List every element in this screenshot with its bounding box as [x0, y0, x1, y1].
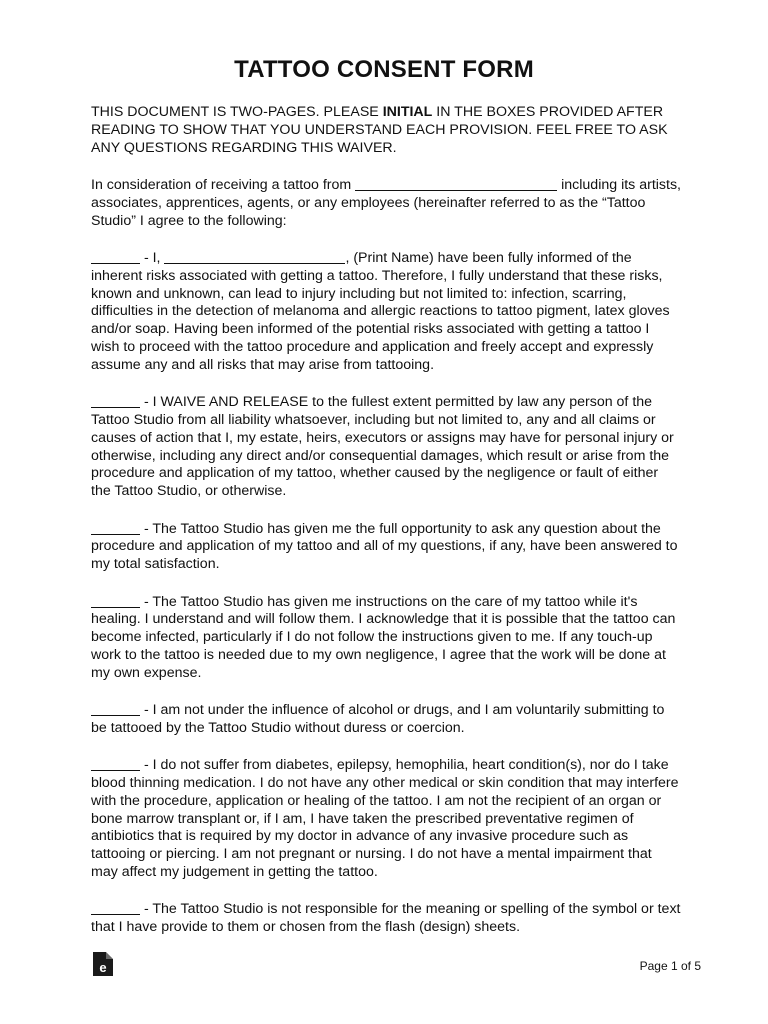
page-number: Page 1 of 5 [639, 959, 701, 973]
initial-field[interactable] [91, 901, 140, 915]
provision-text: - The Tattoo Studio has given me the full opportunity to ask any question about the procedure and application of my tattoo and all of my questions, if any, have been answered to my total satisfaction. [91, 520, 678, 573]
initial-field[interactable] [91, 594, 140, 608]
studio-name-field[interactable] [355, 177, 557, 191]
eforms-logo-icon [93, 952, 113, 976]
document-title: TATTOO CONSENT FORM [234, 56, 534, 83]
initial-field[interactable] [91, 757, 140, 771]
provision-design [91, 899, 681, 937]
initial-field[interactable] [91, 521, 140, 535]
provision-aftercare [91, 592, 681, 683]
svg-text:e: e [99, 960, 107, 975]
intro-paragraph [91, 104, 681, 157]
provision-text: - I WAIVE AND RELEASE to the fullest extent permitted by law any person of the Tattoo Studio from all liability whatsoever, including but not limited to, any and all claims or causes of action that I, my estate, heirs, executors or assigns may have for personal injury or otherwise, including any direct and/or consequential damages, which result or arise from the procedure and application of my tattoo, whether caused by the negligence or fault of either the Tattoo Studio, or otherwise. [91, 394, 674, 500]
initial-field[interactable] [91, 250, 140, 264]
consideration-paragraph [91, 175, 681, 230]
document-body [91, 104, 681, 955]
provision-text: - The Tattoo Studio is not responsible for the meaning or spelling of the symbol or text that I have provide to them or chosen from the flash (design) sheets. [91, 901, 681, 936]
provision-text: - I, [140, 249, 165, 266]
initial-field[interactable] [91, 702, 140, 716]
provision-text: - I am not under the influence of alcohol or drugs, and I am voluntarily submitting to be tattooed by the Tattoo Studio without duress or coercion. [91, 702, 665, 736]
provision-sobriety [91, 700, 681, 738]
intro-initial-bold: INITIAL [382, 104, 433, 120]
intro-text-2: IN THE BOXES PROVIDED AFTER READING TO SHOW THAT YOU UNDERSTAND EACH PROVISION. FEEL FREE TO ASK ANY QUESTIONS REGARDING THIS WAIVER. [91, 104, 668, 156]
provision-text: , (Print Name) have been fully informed of the inherent risks associated with getting a tattoo. Therefore, I fully understand that these risks, known and unknown, can lead to injury including but not limited to: infection, scarring, difficulties in the detection of melanoma and allergic reactions to tattoo pigment, latex gloves and/or soap. Having been informed of the potential risks associated with getting a tattoo I wish to proceed with the tattoo procedure and application and freely accept and expressly assume any and all risks that may arise from tattooing. [91, 249, 670, 373]
provision-risks [91, 248, 681, 375]
provision-text: - The Tattoo Studio has given me instructions on the care of my tattoo while it's healing. I understand and will follow them. I acknowledge that it is possible that the tattoo can become infected, particularly if I do not follow the instructions given to me. If any touch-up work to the tattoo is needed due to my own negligence, I agree that the work will be done at my own expense. [91, 593, 676, 681]
provision-medical [91, 755, 681, 882]
provision-text: - I do not suffer from diabetes, epilepsy, hemophilia, heart condition(s), nor do I take blood thinning medication. I do not have any other medical or skin condition that may interfere with the procedure, application or healing of the tattoo. I am not the recipient of an organ or bone marrow transplant or, if I am, I have taken the prescribed preventative regimen of antibiotics that is required by my doctor in advance of any invasive procedure such as tattooing or piercing. I am not pregnant or nursing. I do not have a mental impairment that may affect my judgement in getting the tattoo. [91, 757, 679, 881]
intro-text-1: THIS DOCUMENT IS TWO-PAGES. PLEASE [91, 104, 383, 120]
consideration-text-1: In consideration of receiving a tattoo from [91, 176, 356, 193]
initial-field[interactable] [91, 394, 140, 408]
print-name-field[interactable] [164, 250, 345, 264]
consideration-text-2: including its artists, associates, apprentices, agents, or any employees (hereinafter referred to as the “Tattoo Studio” I agree to the following: [91, 176, 681, 229]
provision-questions [91, 519, 681, 574]
provision-waiver [91, 392, 681, 501]
